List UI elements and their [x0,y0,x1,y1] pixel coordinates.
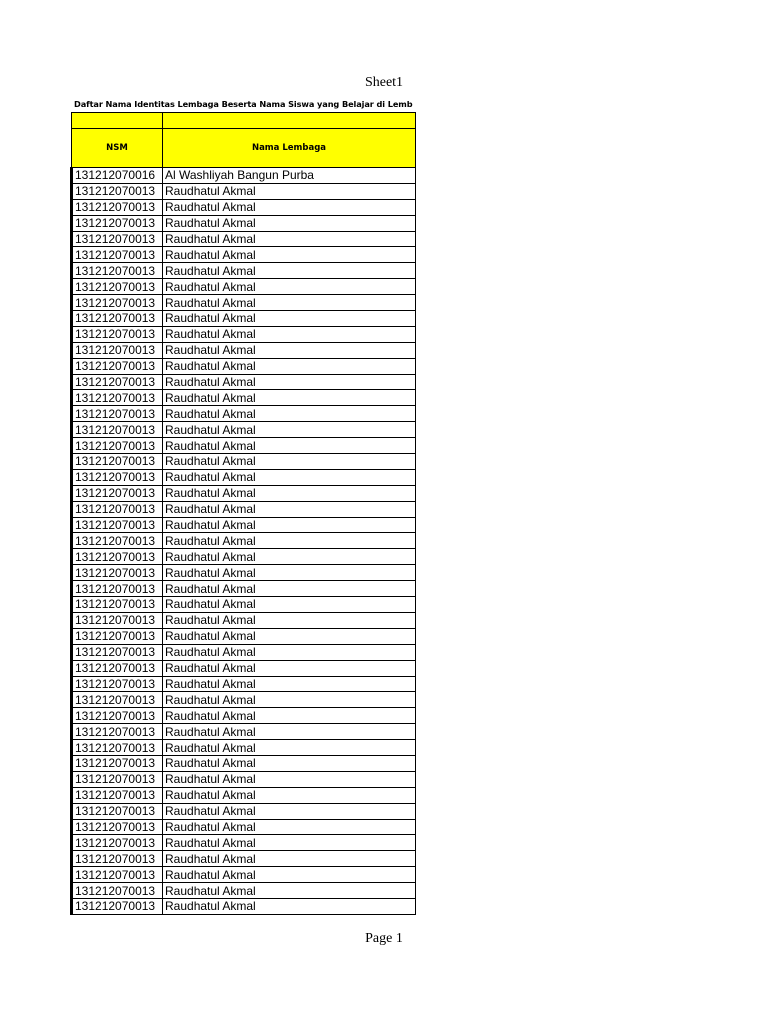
cell-nsm: 131212070013 [72,883,163,899]
cell-nama-lembaga: Raudhatul Akmal [163,692,416,708]
cell-nama-lembaga: Raudhatul Akmal [163,263,416,279]
cell-nama-lembaga: Raudhatul Akmal [163,740,416,756]
table-row [72,215,416,231]
table-row [72,311,416,327]
cell-nama-lembaga: Raudhatul Akmal [163,835,416,851]
cell-nama-lembaga: Raudhatul Akmal [163,660,416,676]
table-row [72,501,416,517]
table-row [72,549,416,565]
header-band-cell [163,113,416,129]
cell-nama-lembaga: Raudhatul Akmal [163,311,416,327]
table-row [72,867,416,883]
cell-nsm: 131212070013 [72,565,163,581]
table-row [72,835,416,851]
cell-nama-lembaga: Raudhatul Akmal [163,231,416,247]
cell-nsm: 131212070013 [72,898,163,914]
cell-nsm: 131212070013 [72,358,163,374]
cell-nsm: 131212070013 [72,644,163,660]
cell-nsm: 131212070016 [72,168,163,184]
table-row [72,565,416,581]
cell-nsm: 131212070013 [72,787,163,803]
cell-nama-lembaga: Raudhatul Akmal [163,867,416,883]
table-row [72,231,416,247]
document-title: Daftar Nama Identitas Lembaga Beserta Nama Siswa yang Belajar di Lemb [74,99,413,109]
cell-nama-lembaga: Raudhatul Akmal [163,183,416,199]
cell-nsm: 131212070013 [72,485,163,501]
table-row [72,406,416,422]
cell-nama-lembaga: Raudhatul Akmal [163,771,416,787]
cell-nsm: 131212070013 [72,183,163,199]
table-row [72,612,416,628]
table-row [72,199,416,215]
cell-nama-lembaga: Raudhatul Akmal [163,390,416,406]
cell-nsm: 131212070013 [72,533,163,549]
cell-nama-lembaga: Raudhatul Akmal [163,755,416,771]
table-row [72,485,416,501]
table-row [72,263,416,279]
table-row [72,438,416,454]
cell-nama-lembaga: Raudhatul Akmal [163,215,416,231]
table-row [72,168,416,184]
data-table [70,112,416,915]
cell-nsm: 131212070013 [72,771,163,787]
table-row [72,692,416,708]
table-row [72,644,416,660]
cell-nama-lembaga: Raudhatul Akmal [163,549,416,565]
sheet-title: Sheet1 [364,75,404,90]
cell-nama-lembaga: Raudhatul Akmal [163,374,416,390]
cell-nsm: 131212070013 [72,755,163,771]
table-row [72,803,416,819]
cell-nama-lembaga: Raudhatul Akmal [163,485,416,501]
cell-nsm: 131212070013 [72,295,163,311]
table-row [72,597,416,613]
table-row [72,374,416,390]
cell-nama-lembaga: Al Washliyah Bangun Purba [163,168,416,184]
cell-nsm: 131212070013 [72,597,163,613]
cell-nama-lembaga: Raudhatul Akmal [163,883,416,899]
cell-nsm: 131212070013 [72,231,163,247]
cell-nsm: 131212070013 [72,517,163,533]
table-row [72,755,416,771]
cell-nama-lembaga: Raudhatul Akmal [163,612,416,628]
cell-nama-lembaga: Raudhatul Akmal [163,295,416,311]
cell-nama-lembaga: Raudhatul Akmal [163,358,416,374]
cell-nama-lembaga: Raudhatul Akmal [163,676,416,692]
cell-nsm: 131212070013 [72,326,163,342]
cell-nsm: 131212070013 [72,263,163,279]
table-row [72,581,416,597]
cell-nsm: 131212070013 [72,581,163,597]
cell-nsm: 131212070013 [72,628,163,644]
cell-nama-lembaga: Raudhatul Akmal [163,342,416,358]
cell-nsm: 131212070013 [72,835,163,851]
cell-nsm: 131212070013 [72,819,163,835]
cell-nama-lembaga: Raudhatul Akmal [163,406,416,422]
cell-nsm: 131212070013 [72,740,163,756]
cell-nama-lembaga: Raudhatul Akmal [163,787,416,803]
cell-nsm: 131212070013 [72,549,163,565]
table-row [72,326,416,342]
cell-nsm: 131212070013 [72,469,163,485]
cell-nama-lembaga: Raudhatul Akmal [163,803,416,819]
cell-nama-lembaga: Raudhatul Akmal [163,708,416,724]
table-row [72,660,416,676]
table-row [72,771,416,787]
cell-nsm: 131212070013 [72,199,163,215]
cell-nama-lembaga: Raudhatul Akmal [163,247,416,263]
cell-nama-lembaga: Raudhatul Akmal [163,438,416,454]
table-row [72,724,416,740]
table-header-row [72,129,416,168]
cell-nama-lembaga: Raudhatul Akmal [163,644,416,660]
page-number: Page 1 [365,931,403,946]
cell-nama-lembaga: Raudhatul Akmal [163,565,416,581]
table-row [72,819,416,835]
cell-nsm: 131212070013 [72,803,163,819]
table-row [72,898,416,914]
cell-nsm: 131212070013 [72,501,163,517]
cell-nsm: 131212070013 [72,247,163,263]
cell-nsm: 131212070013 [72,660,163,676]
table-row [72,183,416,199]
header-band-cell [72,113,163,129]
cell-nama-lembaga: Raudhatul Akmal [163,517,416,533]
cell-nama-lembaga: Raudhatul Akmal [163,898,416,914]
table-row [72,247,416,263]
cell-nsm: 131212070013 [72,390,163,406]
cell-nsm: 131212070013 [72,215,163,231]
cell-nama-lembaga: Raudhatul Akmal [163,597,416,613]
cell-nsm: 131212070013 [72,708,163,724]
cell-nama-lembaga: Raudhatul Akmal [163,819,416,835]
table-row [72,517,416,533]
cell-nsm: 131212070013 [72,676,163,692]
table-row [72,676,416,692]
cell-nama-lembaga: Raudhatul Akmal [163,724,416,740]
cell-nsm: 131212070013 [72,279,163,295]
cell-nsm: 131212070013 [72,867,163,883]
cell-nama-lembaga: Raudhatul Akmal [163,279,416,295]
table-row [72,708,416,724]
table-row [72,787,416,803]
cell-nama-lembaga: Raudhatul Akmal [163,501,416,517]
cell-nama-lembaga: Raudhatul Akmal [163,581,416,597]
table-row [72,883,416,899]
table-row [72,454,416,470]
cell-nsm: 131212070013 [72,311,163,327]
cell-nsm: 131212070013 [72,454,163,470]
cell-nama-lembaga: Raudhatul Akmal [163,628,416,644]
column-header-nama-lembaga: Nama Lembaga [163,129,416,168]
cell-nsm: 131212070013 [72,692,163,708]
table-row [72,295,416,311]
table-row [72,628,416,644]
cell-nsm: 131212070013 [72,724,163,740]
table-row [72,851,416,867]
cell-nsm: 131212070013 [72,342,163,358]
cell-nsm: 131212070013 [72,851,163,867]
table-row [72,279,416,295]
table-row [72,533,416,549]
header-band-row [72,113,416,129]
data-table-container [70,112,416,915]
cell-nama-lembaga: Raudhatul Akmal [163,199,416,215]
cell-nsm: 131212070013 [72,438,163,454]
table-row [72,469,416,485]
table-row [72,390,416,406]
cell-nsm: 131212070013 [72,374,163,390]
cell-nsm: 131212070013 [72,422,163,438]
table-row [72,422,416,438]
cell-nama-lembaga: Raudhatul Akmal [163,851,416,867]
table-row [72,342,416,358]
cell-nama-lembaga: Raudhatul Akmal [163,422,416,438]
column-header-nsm: NSM [72,129,163,168]
table-row [72,358,416,374]
cell-nama-lembaga: Raudhatul Akmal [163,326,416,342]
cell-nsm: 131212070013 [72,612,163,628]
cell-nama-lembaga: Raudhatul Akmal [163,454,416,470]
cell-nsm: 131212070013 [72,406,163,422]
cell-nama-lembaga: Raudhatul Akmal [163,533,416,549]
table-row [72,740,416,756]
cell-nama-lembaga: Raudhatul Akmal [163,469,416,485]
